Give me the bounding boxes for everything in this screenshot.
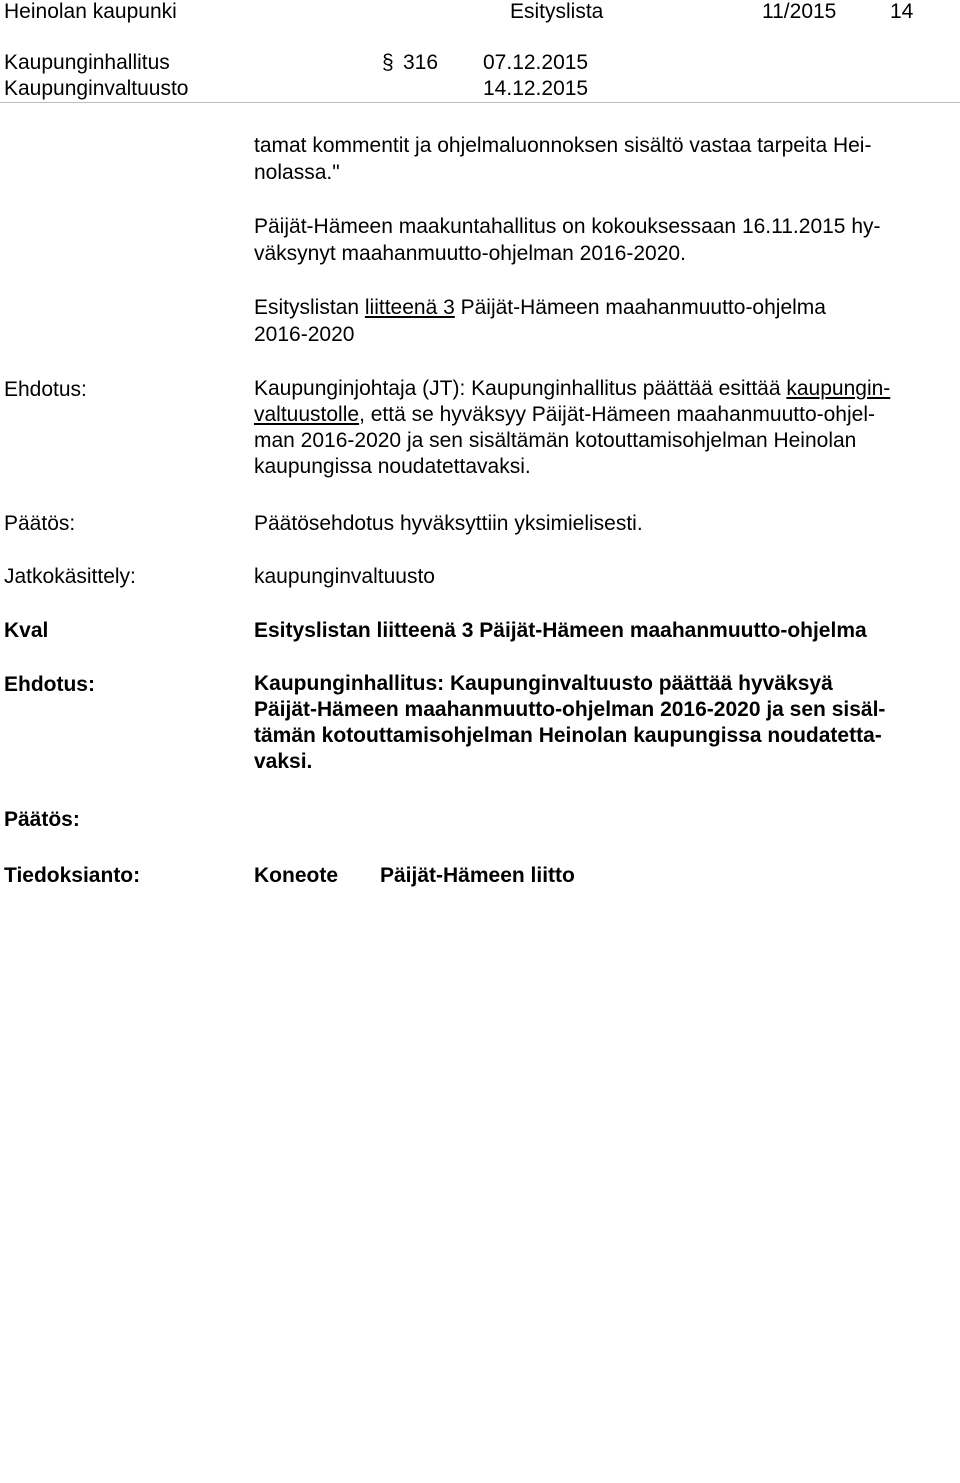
header-divider [0,102,960,103]
kval-label: Kval [4,619,49,642]
issue-number: 11/2015 [762,0,837,23]
attachment-text: Esityslistan [254,296,365,319]
text-line: nolassa." [254,161,340,184]
decision-label: Päätös: [4,512,76,535]
kval-proposal-text: Päijät-Hämeen maahanmuutto-ohjelman 2016-2020 ja sen sisäl- [254,698,886,721]
kval-proposal-label: Ehdotus: [4,673,95,696]
kval-attachment: Esityslistan liitteenä 3 Päijät-Hämeen maahanmuutto-ohjelma [254,619,867,642]
proposal-text: kaupungissa noudatettavaksi. [254,455,531,478]
further-label: Jatkokäsittely: [4,565,136,588]
text-line: tamat kommentit ja ohjelmaluonnoksen sisältö vastaa tarpeita Hei- [254,134,872,157]
distribution-item: Koneote [254,864,338,887]
doc-type: Esityslista [510,0,604,23]
meeting-date-2: 14.12.2015 [483,77,589,100]
meeting-date-1: 07.12.2015 [483,51,589,74]
meeting-body-1: Kaupunginhallitus [4,51,170,74]
proposal-paragraph [254,376,944,480]
attachment-years: 2016-2020 [254,323,355,346]
distribution-label: Tiedoksianto: [4,864,141,887]
attachment-paragraph [254,294,944,348]
meeting-body-2: Kaupunginvaltuusto [4,77,189,100]
council-link[interactable]: kaupungin- [786,377,891,400]
kval-proposal-text: tämän kotouttamisohjelman Heinolan kaupungissa noudatetta- [254,724,882,747]
proposal-text: Kaupunginjohtaja (JT): Kaupunginhallitus päättää esittää [254,377,787,400]
text-line: Päijät-Hämeen maakuntahallitus on kokouksessaan 16.11.2015 hy- [254,215,881,238]
distribution-item: Päijät-Hämeen liitto [380,864,575,887]
kval-proposal-text: Kaupunginhallitus: Kaupunginvaltuusto päättää hyväksyä [254,672,833,695]
attachment-text: Päijät-Hämeen maahanmuutto-ohjelma [454,296,826,319]
decision-text: Päätösehdotus hyväksyttiin yksimielisesti. [254,512,643,535]
section-symbol: § [382,51,394,74]
section-number: 316 [403,51,439,74]
org-name: Heinolan kaupunki [4,0,177,23]
proposal-label: Ehdotus: [4,378,87,401]
kval-decision-label: Päätös: [4,808,80,831]
proposal-text: , että se hyväksyy Päijät-Hämeen maahanmuutto-ohjel- [359,403,875,426]
kval-proposal-paragraph [254,671,944,775]
text-line: väksynyt maahanmuutto-ohjelman 2016-2020. [254,242,686,265]
attachment-link[interactable]: liitteenä 3 [364,296,455,319]
kval-proposal-text: vaksi. [254,750,313,773]
further-text: kaupunginvaltuusto [254,565,435,588]
proposal-text: man 2016-2020 ja sen sisältämän kotouttamisohjelman Heinolan [254,429,857,452]
page-number: 14 [890,0,914,23]
approval-paragraph [254,213,944,267]
council-link[interactable]: valtuustolle [254,403,360,426]
intro-paragraph [254,132,944,186]
